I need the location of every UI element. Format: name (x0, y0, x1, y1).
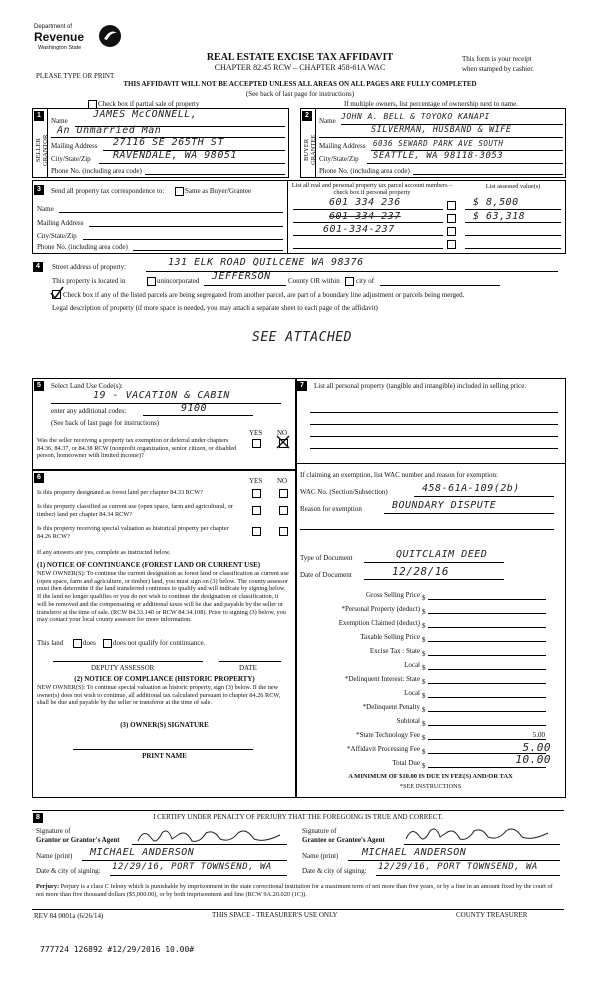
parcel-4-checkbox[interactable] (447, 240, 456, 249)
reason-value[interactable]: BOUNDARY DISPUTE (392, 500, 497, 511)
section-3 (32, 180, 566, 254)
parcel-1-checkbox[interactable] (447, 201, 456, 210)
grantor-date-city-label: Date & city of signing: (36, 867, 101, 875)
county-or-label: County OR within (288, 277, 340, 285)
parcel-header: List all real and personal property tax parcel account numbers – check box if personal property (291, 182, 453, 196)
notice-compliance-title: (2) NOTICE OF COMPLIANCE (HISTORIC PROPERTY) (74, 675, 255, 683)
unincorporated-label: unincorporated (157, 277, 200, 285)
land-use-see-back: (See back of last page for instructions) (51, 419, 160, 427)
seller-name-value-2[interactable]: An Unmarried Man (57, 125, 162, 136)
segregation-label: Check box if any of the listed parcels are being segregated from another parcel, are part of a boundary line adjustment or parcels being merged. (63, 291, 465, 299)
seller-mailing-value[interactable]: 27116 SE 265TH ST (113, 137, 224, 148)
section-3-number: 3 (34, 185, 44, 195)
seller-mailing-label: Mailing Address (51, 142, 98, 150)
sec5-no: NO (277, 429, 288, 437)
see-back: (See back of last page for instructions) (245, 90, 355, 98)
assessed-value-2[interactable]: $ 63,318 (473, 211, 526, 222)
grantor-date-city-value[interactable]: 12/29/16, PORT TOWNSEND, WA (112, 862, 272, 872)
additional-codes-label: enter any additional codes: (51, 407, 127, 415)
buyer-mailing-label: Mailing Address (319, 142, 366, 150)
section-4-number: 4 (33, 262, 43, 272)
sec5-yes-checkbox[interactable] (252, 439, 261, 448)
logo-line1: Department of (34, 24, 73, 30)
warning: THIS AFFIDAVIT WILL NOT BE ACCEPTED UNLESS ALL AREAS ON ALL PAGES ARE FULLY COMPLETED (123, 80, 477, 88)
grantor-name-print-label: Name (print) (36, 852, 73, 860)
seller-name-value[interactable]: JAMES McCONNELL, (93, 109, 198, 120)
current-use-question: Is this property classified as current use (open space, farm and agricultural, or timber) land per chapter 84.34 RCW? (37, 503, 233, 518)
logo-line2: Revenue (34, 30, 85, 44)
perjury-text: Perjury is a class C felony which is punishable by imprisonment in the state correctional institution for a maximum term of not more than five years, or by a fine in an amount fixed by the court of not more than five thousand dollars ($5,000.00), or by both imprisonment and fine (RCW 9A.20.020 (1C)). (36, 883, 553, 898)
same-as-buyer-label: Same as Buyer/Grantee (185, 187, 252, 195)
does-not-label: does not qualify for continuance. (113, 639, 206, 647)
buyer-city-label: City/State/Zip (319, 155, 359, 163)
wac-value[interactable]: 458-61A-109(2b) (422, 483, 520, 494)
exemption-question: Was the seller receiving a property tax exemption or deferral under chapters 84.36, 84.37, or 84.38 RCW (nonprofit organization, senior citizen, or disabled person, homeowner with limited income)? (37, 437, 237, 459)
land-use-label: Select Land Use Code(s): (51, 382, 123, 390)
date-label: DATE (239, 664, 257, 672)
parcel-2[interactable]: 601 334 237 (329, 211, 401, 222)
section-5 (32, 378, 297, 470)
seller-phone-label: Phone No. (including area code) (51, 167, 142, 175)
fee-label-0: Gross Selling Price (365, 591, 420, 599)
assessed-header: List assessed value(s) (485, 183, 541, 190)
fee-label-9: Subtotal (396, 717, 420, 725)
buyer-city-value[interactable]: SEATTLE, WA 98118-3053 (373, 151, 504, 161)
treasurer-stamp: 777724 126892 #12/29/2016 10.00# (40, 945, 195, 954)
perjury-bold: Perjury: (36, 883, 60, 890)
grantee-sig-label-2: Grantee or Grantee's Agent (302, 836, 385, 844)
perjury-notice (36, 883, 560, 899)
grantee-sig-label-1: Signature of (302, 827, 337, 835)
current-use-yes-checkbox[interactable] (252, 506, 261, 515)
historic-yes-checkbox[interactable] (252, 527, 261, 536)
notice-continuance-title: (1) NOTICE OF CONTINUANCE (FOREST LAND OR CURRENT USE) (37, 561, 261, 569)
buyer-name-value-2[interactable]: SILVERMAN, HUSBAND & WIFE (371, 125, 512, 135)
sec3-name-label: Name (37, 205, 54, 213)
exemption-label: If claiming an exemption, list WAC number and reason for exemption: (300, 471, 498, 479)
doc-date-value[interactable]: 12/28/16 (392, 565, 449, 578)
assessed-value-1[interactable]: $ 8,500 (473, 197, 519, 208)
does-label: does (83, 639, 96, 647)
logo-line3: Washington State (38, 45, 82, 51)
section-7 (295, 378, 566, 798)
fee-label-4: Excise Tax : State (369, 647, 420, 655)
forest-no-checkbox[interactable] (279, 489, 288, 498)
wac-label: WAC No. (Section/Subsection) (300, 488, 388, 496)
seller-name-label: Name (51, 117, 68, 125)
within-city-checkbox[interactable] (345, 277, 354, 286)
this-land-label: This land (37, 639, 64, 647)
grantee-date-city-label: Date & city of signing: (302, 867, 367, 875)
seller-city-label: City/State/Zip (51, 155, 91, 163)
sec3-city-label: City/State/Zip (37, 232, 77, 240)
treasurer-use-only: THIS SPACE - TREASURER'S USE ONLY (212, 911, 338, 919)
receipt-line1: This form is your receipt (462, 55, 532, 63)
section-1 (32, 108, 289, 178)
buyer-name-label: Name (319, 117, 336, 125)
grantor-name-print-value[interactable]: MICHAEL ANDERSON (90, 847, 195, 858)
located-text: This property is located in (52, 277, 126, 285)
send-correspondence-label: Send all property tax correspondence to: (51, 187, 165, 195)
section-6 (32, 470, 297, 798)
street-value[interactable]: 131 ELK ROAD QUILCENE WA 98376 (168, 257, 364, 268)
grantor-sig-label-1: Signature of (36, 827, 71, 835)
grantee-date-city-value[interactable]: 12/29/16, PORT TOWNSEND, WA (378, 862, 538, 872)
please-type: PLEASE TYPE OR PRINT (36, 72, 115, 80)
section-1-number: 1 (34, 111, 44, 121)
section-6-number: 6 (34, 473, 44, 483)
does-not-checkbox[interactable] (103, 639, 112, 648)
sec5-yes: YES (249, 429, 263, 437)
sec3-phone-label: Phone No. (including area code) (37, 243, 128, 251)
section-8 (32, 810, 564, 910)
parcel-3-checkbox[interactable] (447, 227, 456, 236)
dollar-column: $ $ $ $ $ $ $ $ $ $ $ $ $ (422, 594, 426, 770)
fee-label-11: *Affidavit Processing Fee (347, 745, 420, 753)
section-2 (300, 108, 566, 178)
grantee-name-print-value[interactable]: MICHAEL ANDERSON (362, 847, 467, 858)
doc-type-label: Type of Document (300, 554, 353, 562)
print-name-label: PRINT NAME (142, 752, 187, 760)
if-yes-note: If any answers are yes, complete as instructed below. (37, 549, 171, 556)
parcel-3[interactable]: 601-334-237 (323, 224, 395, 235)
fee-label-5: Local (404, 661, 420, 669)
notice-continuance-body: NEW OWNER(S): To continue the current designation as forest land or classification as current use (open space, farm and agriculture, or timber) land, you must sign on (3) below. The county assessor must then determine if the land transferred continues to qualify and will indicate by signing below. If the land no longer qualifies or you do not wish to continue the designation or classification, it will be removed and the compensating or additional taxes will be due and payable by the seller or transferor at the time of sale. (RCW 84.33.140 or RCW 84.34.108). Prior to signing (3) below, you may contact your local county assessor for more information. (37, 570, 289, 624)
fee-label-8: *Delinquent Penalty (362, 703, 420, 711)
doc-date-label: Date of Document (300, 571, 352, 579)
does-checkbox[interactable] (73, 639, 82, 648)
receipt-line2: when stamped by cashier. (462, 65, 534, 73)
section-2-number: 2 (302, 111, 312, 121)
fee-value-10: 5.00 (532, 731, 545, 739)
fee-label-10: *State Technology Fee (356, 731, 420, 739)
partial-sale-label: Check box if partial sale of property (98, 100, 200, 108)
street-label: Street address of property: (52, 263, 127, 271)
section-7-number: 7 (297, 381, 307, 391)
buyer-mailing-value[interactable]: 6036 SEWARD PARK AVE SOUTH (373, 139, 504, 148)
section-8-number: 8 (33, 813, 43, 823)
deputy-assessor-label: DEPUTY ASSESSOR (91, 664, 155, 672)
county-value[interactable]: JEFFERSON (212, 271, 271, 282)
logo-swoosh-icon (98, 24, 122, 48)
seller-city-value[interactable]: RAVENDALE, WA 98051 (113, 150, 237, 161)
fee-label-3: Taxable Selling Price (360, 633, 420, 641)
same-as-buyer-checkbox[interactable] (175, 187, 184, 196)
parcel-1[interactable]: 601 334 236 (329, 197, 401, 208)
buyer-phone-label: Phone No. (including area code) (319, 167, 410, 175)
fee-label-1: *Personal Property (deduct) (341, 605, 420, 613)
additional-codes-value[interactable]: 9100 (181, 403, 208, 414)
city-of-label: city of (356, 277, 375, 285)
rev-number: REV 84 0001a (6/26/14) (34, 912, 104, 920)
fee-value-11[interactable]: 5.00 (522, 741, 551, 754)
personal-property-label: List all personal property (tangible and intangible) included in selling price. (314, 382, 527, 390)
fee-label-2: Exemption Claimed (deduct) (338, 619, 420, 627)
fee-label-6: *Delinquent Interest: State (344, 675, 420, 683)
sec3-mailing-label: Mailing Address (37, 219, 84, 227)
owner-signature-label: (3) OWNER(S) SIGNATURE (120, 721, 209, 729)
forest-yes-checkbox[interactable] (252, 489, 261, 498)
sec6-no: NO (277, 477, 288, 485)
grantee-signature[interactable] (402, 823, 552, 845)
sec5-no-mark-icon (276, 435, 290, 449)
multiple-owners-note: If multiple owners, list percentage of ownership next to name. (344, 100, 518, 108)
grantee-name-print-label: Name (print) (302, 852, 339, 860)
parcel-2-checkbox[interactable] (447, 214, 456, 223)
forest-question: Is this property designated as forest land per chapter 84.33 RCW? (37, 489, 203, 496)
doc-type-value[interactable]: QUITCLAIM DEED (396, 549, 488, 560)
grantor-sig-label-2: Grantor or Grantor's Agent (36, 836, 120, 844)
land-use-value[interactable]: 19 - VACATION & CABIN (93, 390, 230, 401)
current-use-no-checkbox[interactable] (279, 506, 288, 515)
seller-grantor-label: SELLER GRANTOR (35, 134, 49, 166)
buyer-grantee-label: BUYER GRANTEE (303, 134, 317, 166)
fee-label-7: Local (404, 689, 420, 697)
certify-statement: I CERTIFY UNDER PENALTY OF PERJURY THAT THE FOREGOING IS TRUE AND CORRECT. (153, 813, 443, 821)
historic-no-checkbox[interactable] (279, 527, 288, 536)
see-instructions: *SEE INSTRUCTIONS (399, 783, 462, 790)
historic-question: Is this property receiving special valuation as historical property per chapter 84.26 RCW? (37, 525, 229, 540)
fee-label-12: Total Due (392, 759, 420, 767)
notice-compliance-body: NEW OWNER(S): To continue special valuation as historic property, sign (3) below. If the new owner(s) does not wish to continue, all additional tax calculated pursuant to chapter 84.26 RCW, shall be due and payable by the seller or transferor at the time of sale. (37, 684, 281, 707)
see-attached[interactable]: SEE ATTACHED (252, 330, 352, 345)
minimum-due: A MINIMUM OF $10.00 IS DUE IN FEE(S) AND/OR TAX (348, 773, 513, 780)
county-treasurer: COUNTY TREASURER (456, 911, 528, 919)
fee-value-12[interactable]: 10.00 (515, 753, 551, 766)
sec6-yes: YES (249, 477, 263, 485)
unincorporated-checkbox[interactable] (147, 277, 156, 286)
form-title: REAL ESTATE EXCISE TAX AFFIDAVIT (206, 52, 394, 63)
section-5-number: 5 (34, 381, 44, 391)
legal-description-label: Legal description of property (if more space is needed, you may attach a separate sheet to each page of the affidavit) (52, 304, 378, 312)
buyer-name-value[interactable]: JOHN A. BELL & TOYOKO KANAPI (341, 112, 490, 121)
reason-label: Reason for exemption (300, 505, 362, 513)
chapters: CHAPTER 82.45 RCW – CHAPTER 458-61A WAC (214, 63, 386, 72)
